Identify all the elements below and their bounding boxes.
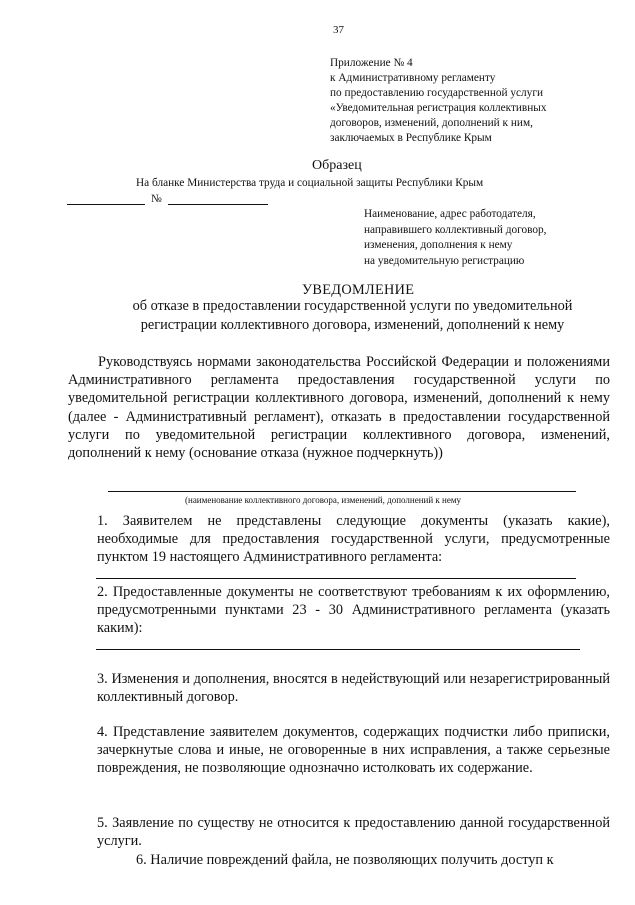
- page-number: 37: [333, 24, 344, 36]
- intro-paragraph: Руководствуясь нормами законодательства Российской Федерации и положениями Административного регламента предоставления государственной услуги по уведомительной регистрации коллективного договора, изменений, дополнений к нему (далее - Административный регламент), отказать в предоставлении государственной услуги по уведомительной регистрации коллективного договора, изменений, дополнений к нему (основание отказа (нужное подчеркнуть)): [68, 354, 610, 462]
- employer-line: на уведомительную регистрацию: [364, 254, 525, 267]
- employer-line: изменения, дополнения к нему: [364, 239, 513, 251]
- number-blank: [168, 193, 268, 205]
- registration-number-line: [67, 193, 268, 205]
- sample-title: Образец: [312, 158, 362, 173]
- appendix-line: к Административному регламенту: [330, 72, 496, 84]
- appendix-line: Приложение № 4: [330, 57, 413, 69]
- document-title: УВЕДОМЛЕНИЕ: [302, 282, 415, 298]
- appendix-line: «Уведомительная регистрация коллективных: [330, 102, 547, 114]
- employer-block: [364, 207, 547, 269]
- ministry-letterhead-note: На бланке Министерства труда и социальной защиты Республики Крым: [136, 177, 484, 189]
- document-subtitle: об отказе в предоставлении государственной услуги по уведомительной регистрации коллективного договора, изменений, дополнений к нему: [132, 298, 573, 333]
- reason-2-blank: [96, 649, 580, 650]
- appendix-header: [330, 56, 547, 146]
- appendix-line: договоров, изменений, дополнений к ним,: [330, 117, 533, 129]
- reason-item-6: 6. Наличие повреждений файла, не позволяющих получить доступ к: [136, 852, 554, 868]
- reason-item-3: 3. Изменения и дополнения, вносятся в недействующий или незарегистрированный коллективный договор.: [97, 671, 610, 706]
- reason-item-5: 5. Заявление по существу не относится к предоставлению данной государственной услуги.: [97, 815, 610, 850]
- employer-line: Наименование, адрес работодателя,: [364, 208, 536, 220]
- employer-line: направившего коллективный договор,: [364, 223, 547, 236]
- reason-item-1: 1. Заявителем не представлены следующие документы (указать какие), необходимые для предоставления государственной услуги, предусмотренные пунктом 19 настоящего Административного регламента:: [97, 513, 610, 566]
- number-sign: №: [151, 193, 162, 205]
- reason-1-blank: [96, 578, 576, 579]
- date-blank: [67, 193, 145, 205]
- reason-item-2: 2. Предоставленные документы не соответствуют требованиям к их оформлению, предусмотренными пунктами 23 - 30 Административного регламента (указать каким):: [97, 584, 610, 637]
- contract-name-blank: [108, 491, 576, 492]
- appendix-line: по предоставлению государственной услуги: [330, 87, 544, 99]
- contract-name-caption: (наименование коллективного договора, изменений, дополнений к нему: [185, 495, 462, 505]
- appendix-line: заключаемых в Республике Крым: [330, 132, 492, 144]
- reason-item-4: 4. Представление заявителем документов, содержащих подчистки либо приписки, зачеркнутые слова и иные, не оговоренные в них исправления, а также серьезные повреждения, не позволяющие однозначно истолковать их содержание.: [97, 724, 610, 777]
